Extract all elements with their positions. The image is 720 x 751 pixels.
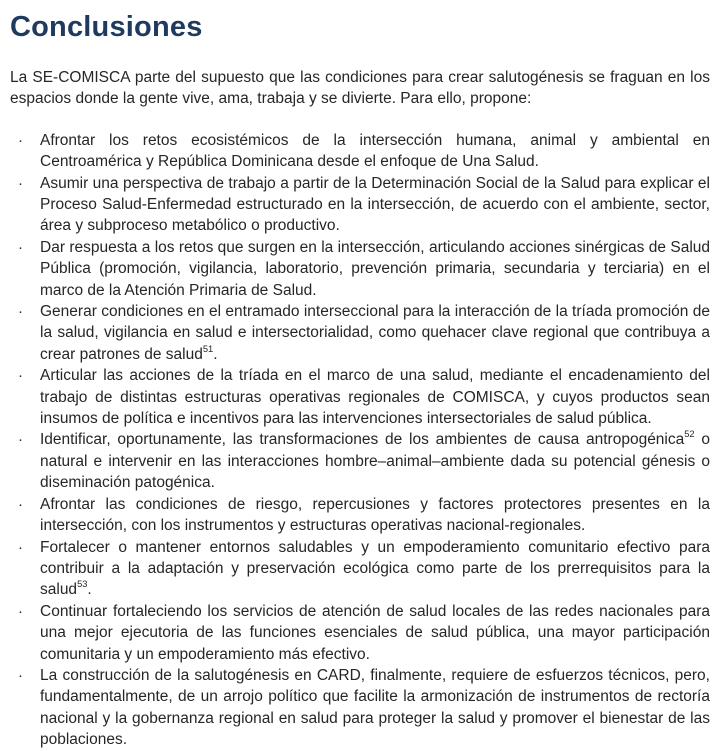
bullet-list (10, 130, 710, 751)
bullet-icon: · (18, 131, 23, 149)
list-item-text: Afrontar los retos ecosistémicos de la intersección humana, animal y ambiental en Centroamérica y República Dominicana desde el enfoque de Una Salud. (40, 131, 710, 171)
list-item-text: La construcción de la salutogénesis en CARD, finalmente, requiere de esfuerzos técnicos, pero, fundamentalmente, de un arrojo político que facilite la armonización de instrumentos de rectoría nacional y la gobernanza regional en salud para proteger la salud y promover el bienestar de las poblaciones. (40, 666, 710, 749)
bullet-icon: · (18, 538, 23, 556)
list-item-text: Afrontar las condiciones de riesgo, repercusiones y factores protectores presentes en la intersección, con los instrumentos y estructuras operativas nacional-regionales. (40, 495, 710, 535)
list-item (10, 429, 710, 493)
list-item (10, 130, 710, 173)
bullet-icon: · (18, 495, 23, 513)
page-title: Conclusiones (10, 11, 203, 43)
list-item-text: Articular las acciones de la tríada en el marco de una salud, mediante el encadenamiento del trabajo de distintas estructuras operativas regionales de COMISCA, y cuyos productos sean insumos de política e incentivos para las intervenciones intersectoriales de salud pública. (40, 367, 710, 428)
list-item (10, 537, 710, 601)
list-item (10, 237, 710, 301)
list-item (10, 365, 710, 429)
footnote-reference: 53 (77, 579, 88, 590)
list-item (10, 301, 710, 365)
list-item-text: Dar respuesta a los retos que surgen en la intersección, articulando acciones sinérgicas de Salud Pública (promoción, vigilancia, laboratorio, prevención primaria, secundaria y terciaria) en el marco de la Atención Primaria de Salud. (40, 238, 710, 299)
intro-paragraph: La SE-COMISCA parte del supuesto que las condiciones para crear salutogénesis se fraguan en los espacios donde la gente vive, ama, trabaja y se divierte. Para ello, propone: (10, 68, 710, 108)
footnote-reference: 52 (684, 429, 695, 440)
bullet-icon: · (18, 431, 23, 449)
bullet-icon: · (18, 174, 23, 192)
list-item-text: Identificar, oportunamente, las transformaciones de los ambientes de causa antropogénica$^{52}$ o natural e intervenir en las interacciones hombre–animal–ambiente dada su potencial génesis o diseminación patogénica. (40, 429, 710, 492)
bullet-icon: · (18, 367, 23, 385)
list-item (10, 173, 710, 237)
bullet-icon: · (18, 238, 23, 256)
bullet-icon: · (18, 666, 23, 684)
list-item (10, 665, 710, 751)
list-item-text: Asumir una perspectiva de trabajo a partir de la Determinación Social de la Salud para explicar el Proceso Salud-Enfermedad estructurado en la intersección, de acuerdo con el ambiente, sector, área y subproceso metabólico o productivo. (40, 174, 710, 235)
footnote-reference: 51 (202, 343, 214, 354)
list-item-text: Fortalecer o mantener entornos saludables y un empoderamiento comunitario efectivo para contribuir a la adaptación y preservación ecológica como parte de los prerrequisitos para la salud$^{53}$. (40, 538, 710, 599)
list-item-text: Generar condiciones en el entramado interseccional para la interacción de la tríada promoción de la salud, vigilancia en salud e intersectorialidad, como quehacer clave regional que contribuya a crear patrones de salud$^{51}$. (40, 303, 710, 363)
bullet-icon: · (18, 303, 23, 321)
list-item (10, 494, 710, 537)
bullet-icon: · (18, 602, 23, 620)
list-item (10, 601, 710, 665)
list-item-text: Continuar fortaleciendo los servicios de atención de salud locales de las redes nacionales para una mejor ejecutoria de las funciones esenciales de salud pública, una mayor participación comunitaria y un empoderamiento más efectivo. (40, 602, 710, 663)
